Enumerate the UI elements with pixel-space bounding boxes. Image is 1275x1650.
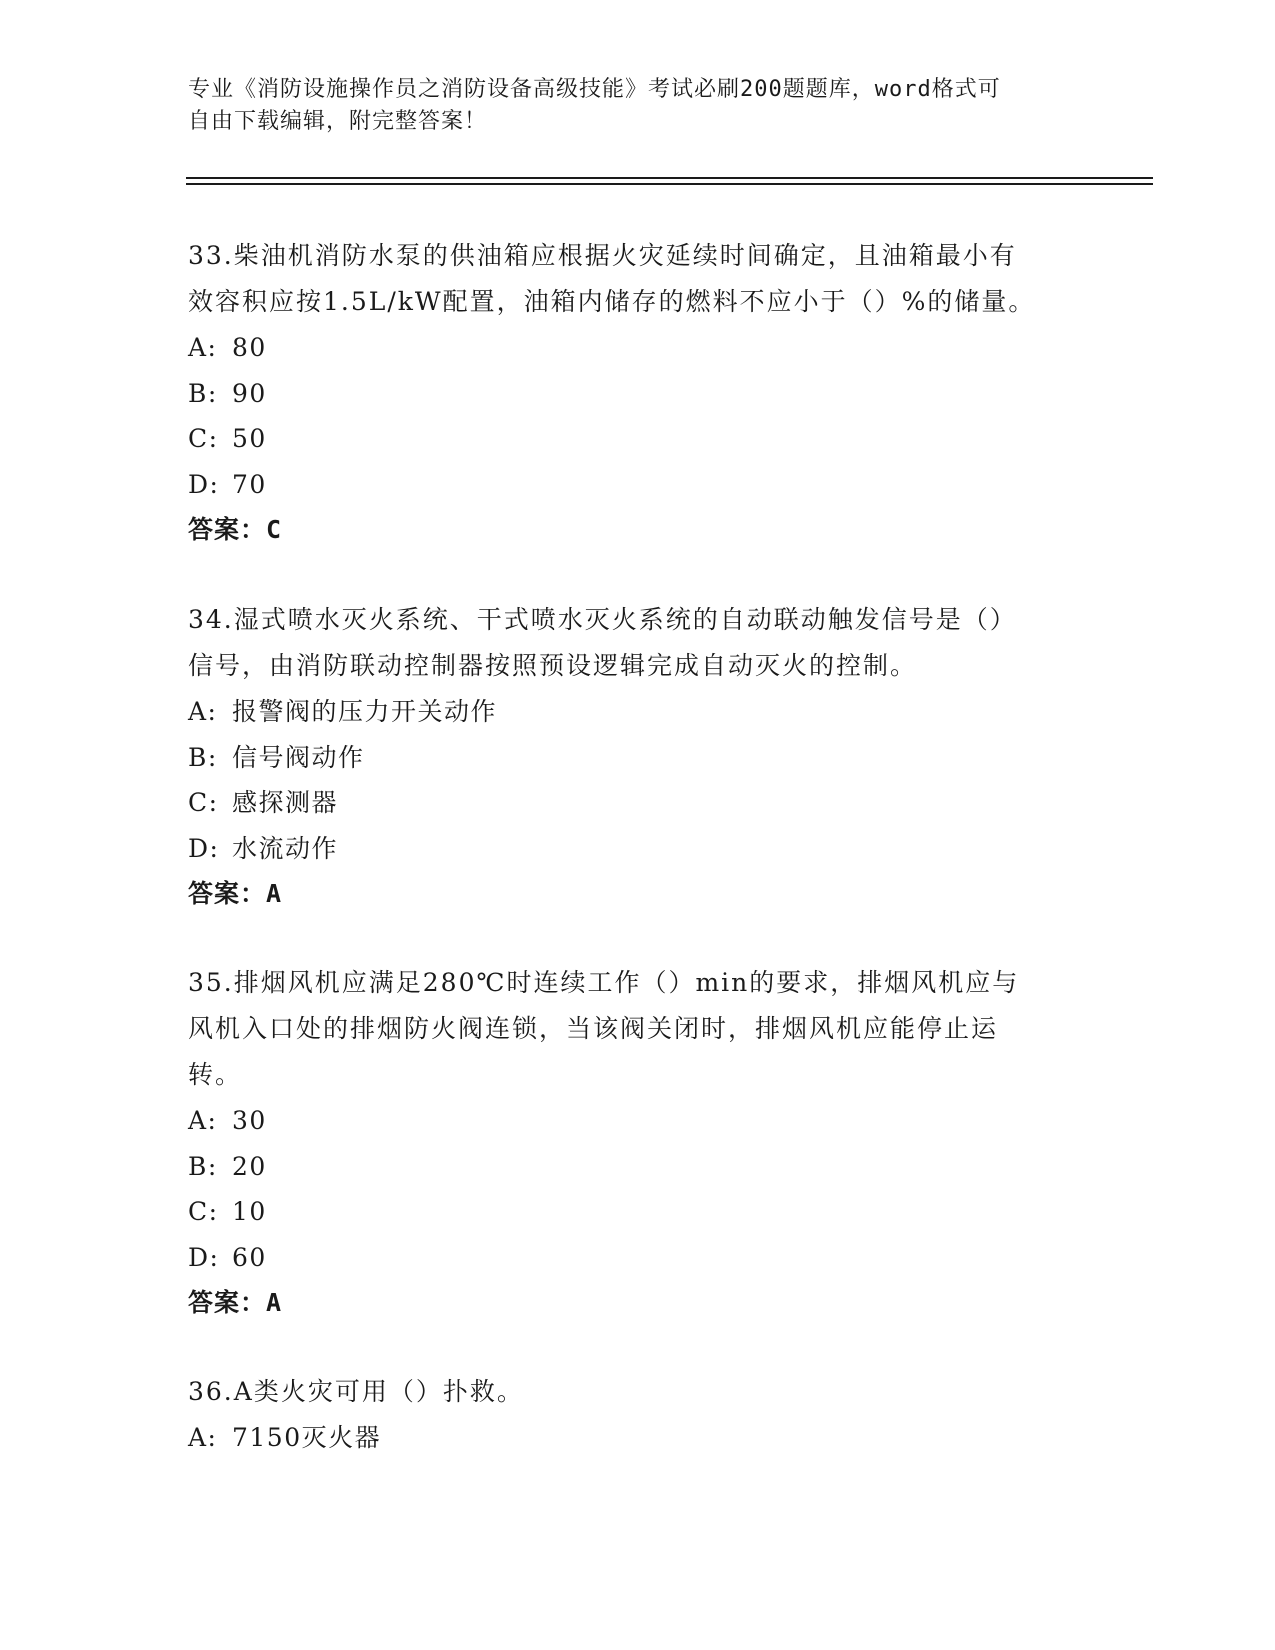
option-text: 70 [232, 469, 267, 499]
header-divider-top [186, 177, 1153, 179]
option-text: 60 [232, 1242, 267, 1272]
header-divider-bottom [186, 183, 1153, 185]
option-letter: C: [188, 424, 219, 453]
option-text: 10 [232, 1197, 267, 1226]
option-letter: B: [188, 378, 218, 408]
question-33 [188, 233, 1068, 553]
option-letter: A: [188, 697, 218, 726]
option-text: 信号阀动作 [232, 742, 365, 772]
option-letter: B: [188, 742, 218, 772]
answer-line: 答案：A [188, 879, 283, 908]
question-stem-line: 34.湿式喷水灭火系统、干式喷水灭火系统的自动联动触发信号是（） [188, 605, 1017, 634]
option-letter: C: [188, 1197, 219, 1226]
option-c [188, 1189, 1068, 1235]
option-d [188, 826, 1068, 872]
option-letter: D: [188, 1242, 220, 1272]
question-35 [188, 960, 1068, 1326]
option-letter: C: [188, 788, 219, 817]
header-line-1: 专业《消防设施操作员之消防设备高级技能》考试必刷200题题库，word格式可 [188, 77, 1001, 102]
option-d [188, 462, 1068, 508]
option-text: 水流动作 [232, 833, 339, 863]
question-stem-line: 36.A类火灾可用（）扑救。 [188, 1377, 524, 1406]
option-text: 30 [232, 1106, 267, 1135]
question-stem-line: 信号，由消防联动控制器按照预设逻辑完成自动灭火的控制。 [188, 651, 918, 680]
question-stem-line: 33.柴油机消防水泵的供油箱应根据火灾延续时间确定，且油箱最小有 [188, 241, 1017, 270]
question-stem-line: 35.排烟风机应满足280℃时连续工作（）min的要求，排烟风机应与 [188, 968, 1020, 997]
option-text: 感探测器 [232, 788, 339, 817]
answer-line: 答案：C [188, 515, 283, 544]
option-text: 80 [232, 333, 267, 362]
option-text: 报警阀的压力开关动作 [232, 697, 498, 726]
option-text: 50 [232, 424, 267, 453]
option-letter: B: [188, 1151, 218, 1181]
option-a [188, 1415, 1068, 1461]
option-text: 7150灭火器 [232, 1423, 382, 1452]
option-letter: D: [188, 833, 220, 863]
option-a [188, 1098, 1068, 1144]
question-36 [188, 1369, 1068, 1461]
option-letter: D: [188, 469, 220, 499]
question-stem-line: 风机入口处的排烟防火阀连锁，当该阀关闭时，排烟风机应能停止运 [188, 1014, 999, 1043]
option-c [188, 780, 1068, 826]
option-text: 20 [232, 1151, 267, 1181]
answer-line: 答案：A [188, 1288, 283, 1317]
header-line-2: 自由下载编辑，附完整答案！ [188, 109, 488, 134]
option-letter: A: [188, 1423, 218, 1452]
question-stem-line: 转。 [188, 1060, 243, 1089]
option-a [188, 325, 1068, 371]
option-b [188, 735, 1068, 781]
option-c [188, 416, 1068, 462]
document-header [188, 74, 1068, 138]
option-letter: A: [188, 1106, 218, 1135]
option-b [188, 1144, 1068, 1190]
option-b [188, 371, 1068, 417]
question-34 [188, 597, 1068, 917]
option-text: 90 [232, 378, 267, 408]
question-stem-line: 效容积应按1.5L/kW配置，油箱内储存的燃料不应小于（）%的储量。 [188, 287, 1036, 316]
option-letter: A: [188, 333, 218, 362]
option-d [188, 1235, 1068, 1281]
option-a [188, 689, 1068, 735]
